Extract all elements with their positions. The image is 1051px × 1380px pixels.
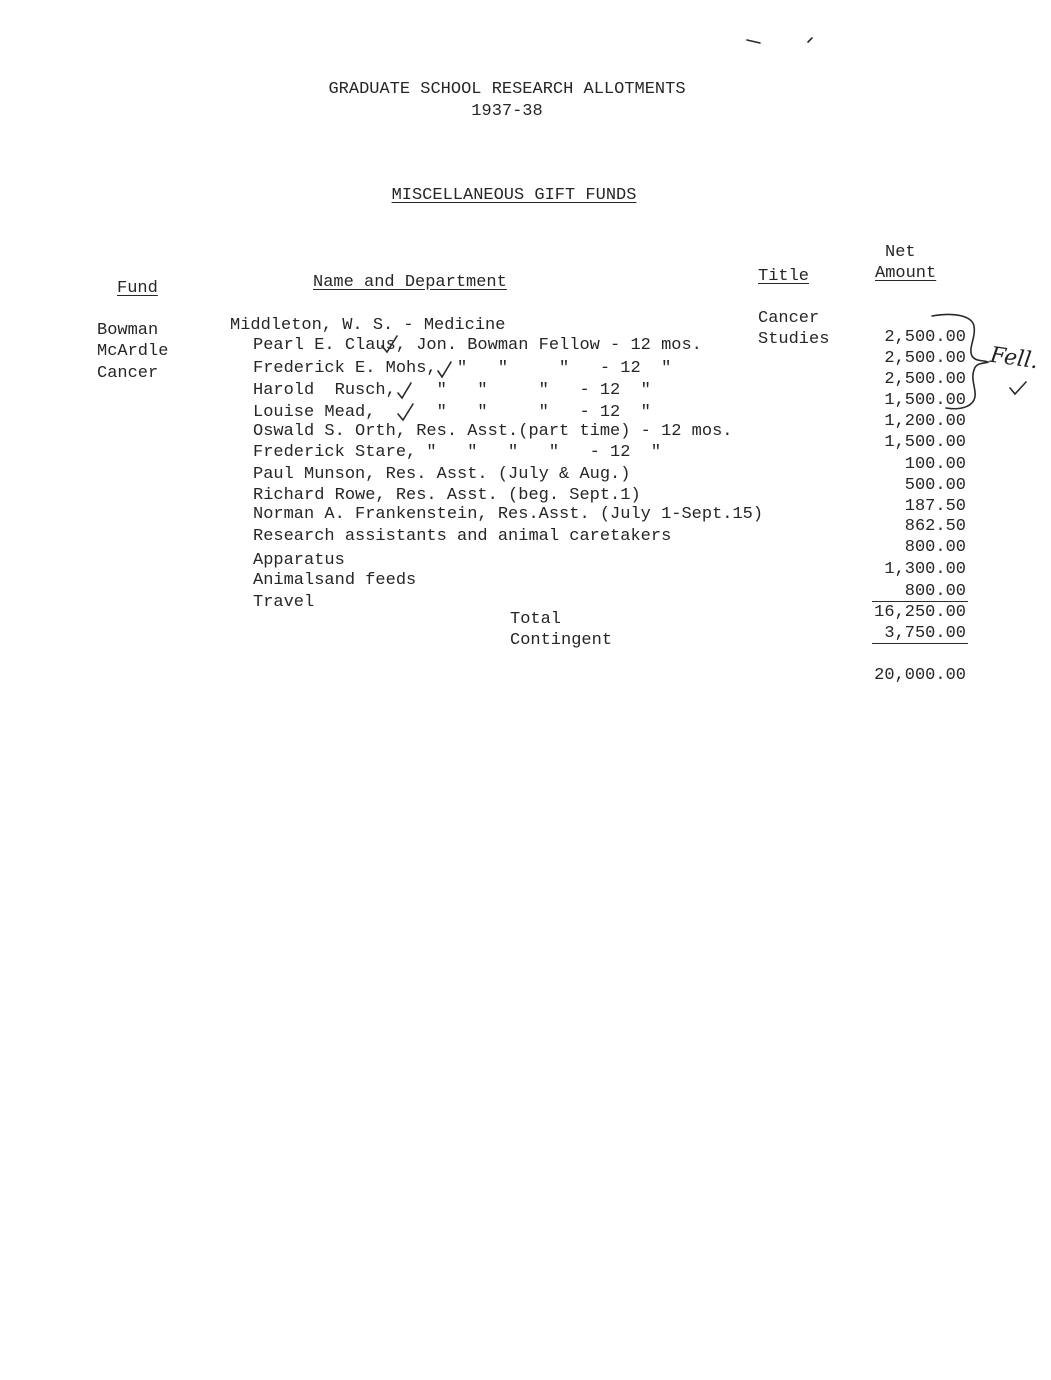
grand-total-amount: 20,000.00 (874, 666, 966, 685)
allotment-row-text: Frederick Stare, " " " " - 12 " (253, 443, 662, 462)
total-amount: 16,250.00 (874, 603, 966, 622)
fund-line: Cancer (97, 364, 159, 383)
allotment-row-text: Travel (253, 593, 315, 612)
stray-mark-icon (747, 40, 760, 43)
check-mark-icon (438, 362, 451, 377)
column-header-amount: Amount (875, 264, 937, 283)
document-title: GRADUATE SCHOOL RESEARCH ALLOTMENTS (328, 80, 686, 99)
check-mark-icon (398, 404, 413, 420)
net-amount: 862.50 (904, 517, 966, 536)
column-header-title: Title (758, 267, 810, 286)
allotment-row-text: Research assistants and animal caretakers (253, 527, 672, 546)
net-amount: 100.00 (904, 455, 966, 474)
allotment-row-text: Richard Rowe, Res. Asst. (beg. Sept.1) (253, 486, 641, 505)
allotment-row-text: Oswald S. Orth, Res. Asst.(part time) - 12 mos. (253, 422, 733, 441)
total-label: Total (510, 610, 562, 629)
fund-line: Bowman (97, 321, 159, 340)
document-year: 1937-38 (471, 102, 543, 121)
allotment-row-text: Paul Munson, Res. Asst. (July & Aug.) (253, 465, 631, 484)
column-header-name-department: Name and Department (313, 273, 507, 292)
net-amount: 1,200.00 (884, 412, 966, 431)
stray-mark-icon (808, 38, 812, 42)
net-amount: 2,500.00 (884, 370, 966, 389)
column-header-fund: Fund (117, 279, 158, 298)
net-amount: 1,500.00 (884, 433, 966, 452)
contingent-amount: 3,750.00 (884, 624, 966, 643)
fund-line: McArdle (97, 342, 169, 361)
net-amount: 1,300.00 (884, 560, 966, 579)
allotment-row-text: Norman A. Frankenstein, Res.Asst. (July 1-Sept.15) (253, 505, 764, 524)
section-heading: MISCELLANEOUS GIFT FUNDS (391, 186, 637, 205)
allotment-row-text: Pearl E. Claus, Jon. Bowman Fellow - 12 mos. (253, 336, 702, 355)
allotment-row-text: Middleton, W. S. - Medicine (230, 316, 506, 335)
allotment-row-text: Louise Mead, " " " - 12 " (253, 403, 651, 422)
net-amount: 187.50 (904, 497, 966, 516)
title-line: Studies (758, 330, 830, 349)
net-amount: 1,500.00 (884, 391, 966, 410)
net-amount: 2,500.00 (884, 349, 966, 368)
allotment-row-text: Harold Rusch, " " " - 12 " (253, 381, 651, 400)
column-header-net: Net (885, 243, 916, 262)
net-amount: 800.00 (904, 582, 966, 601)
brace-icon (932, 314, 988, 408)
handwritten-note: Fell. (988, 342, 1040, 375)
net-amount: 500.00 (904, 476, 966, 495)
allotment-row-text: Apparatus (253, 551, 345, 570)
check-mark-icon (1010, 382, 1026, 394)
net-amount: 800.00 (904, 538, 966, 557)
title-line: Cancer (758, 309, 820, 328)
check-mark-icon (398, 383, 411, 398)
net-amount: 2,500.00 (884, 328, 966, 347)
check-mark-icon (382, 336, 397, 352)
allotment-row-text: Frederick E. Mohs, " " " - 12 " (253, 359, 672, 378)
contingent-label: Contingent (510, 631, 613, 650)
allotment-row-text: Animalsand feeds (253, 571, 417, 590)
